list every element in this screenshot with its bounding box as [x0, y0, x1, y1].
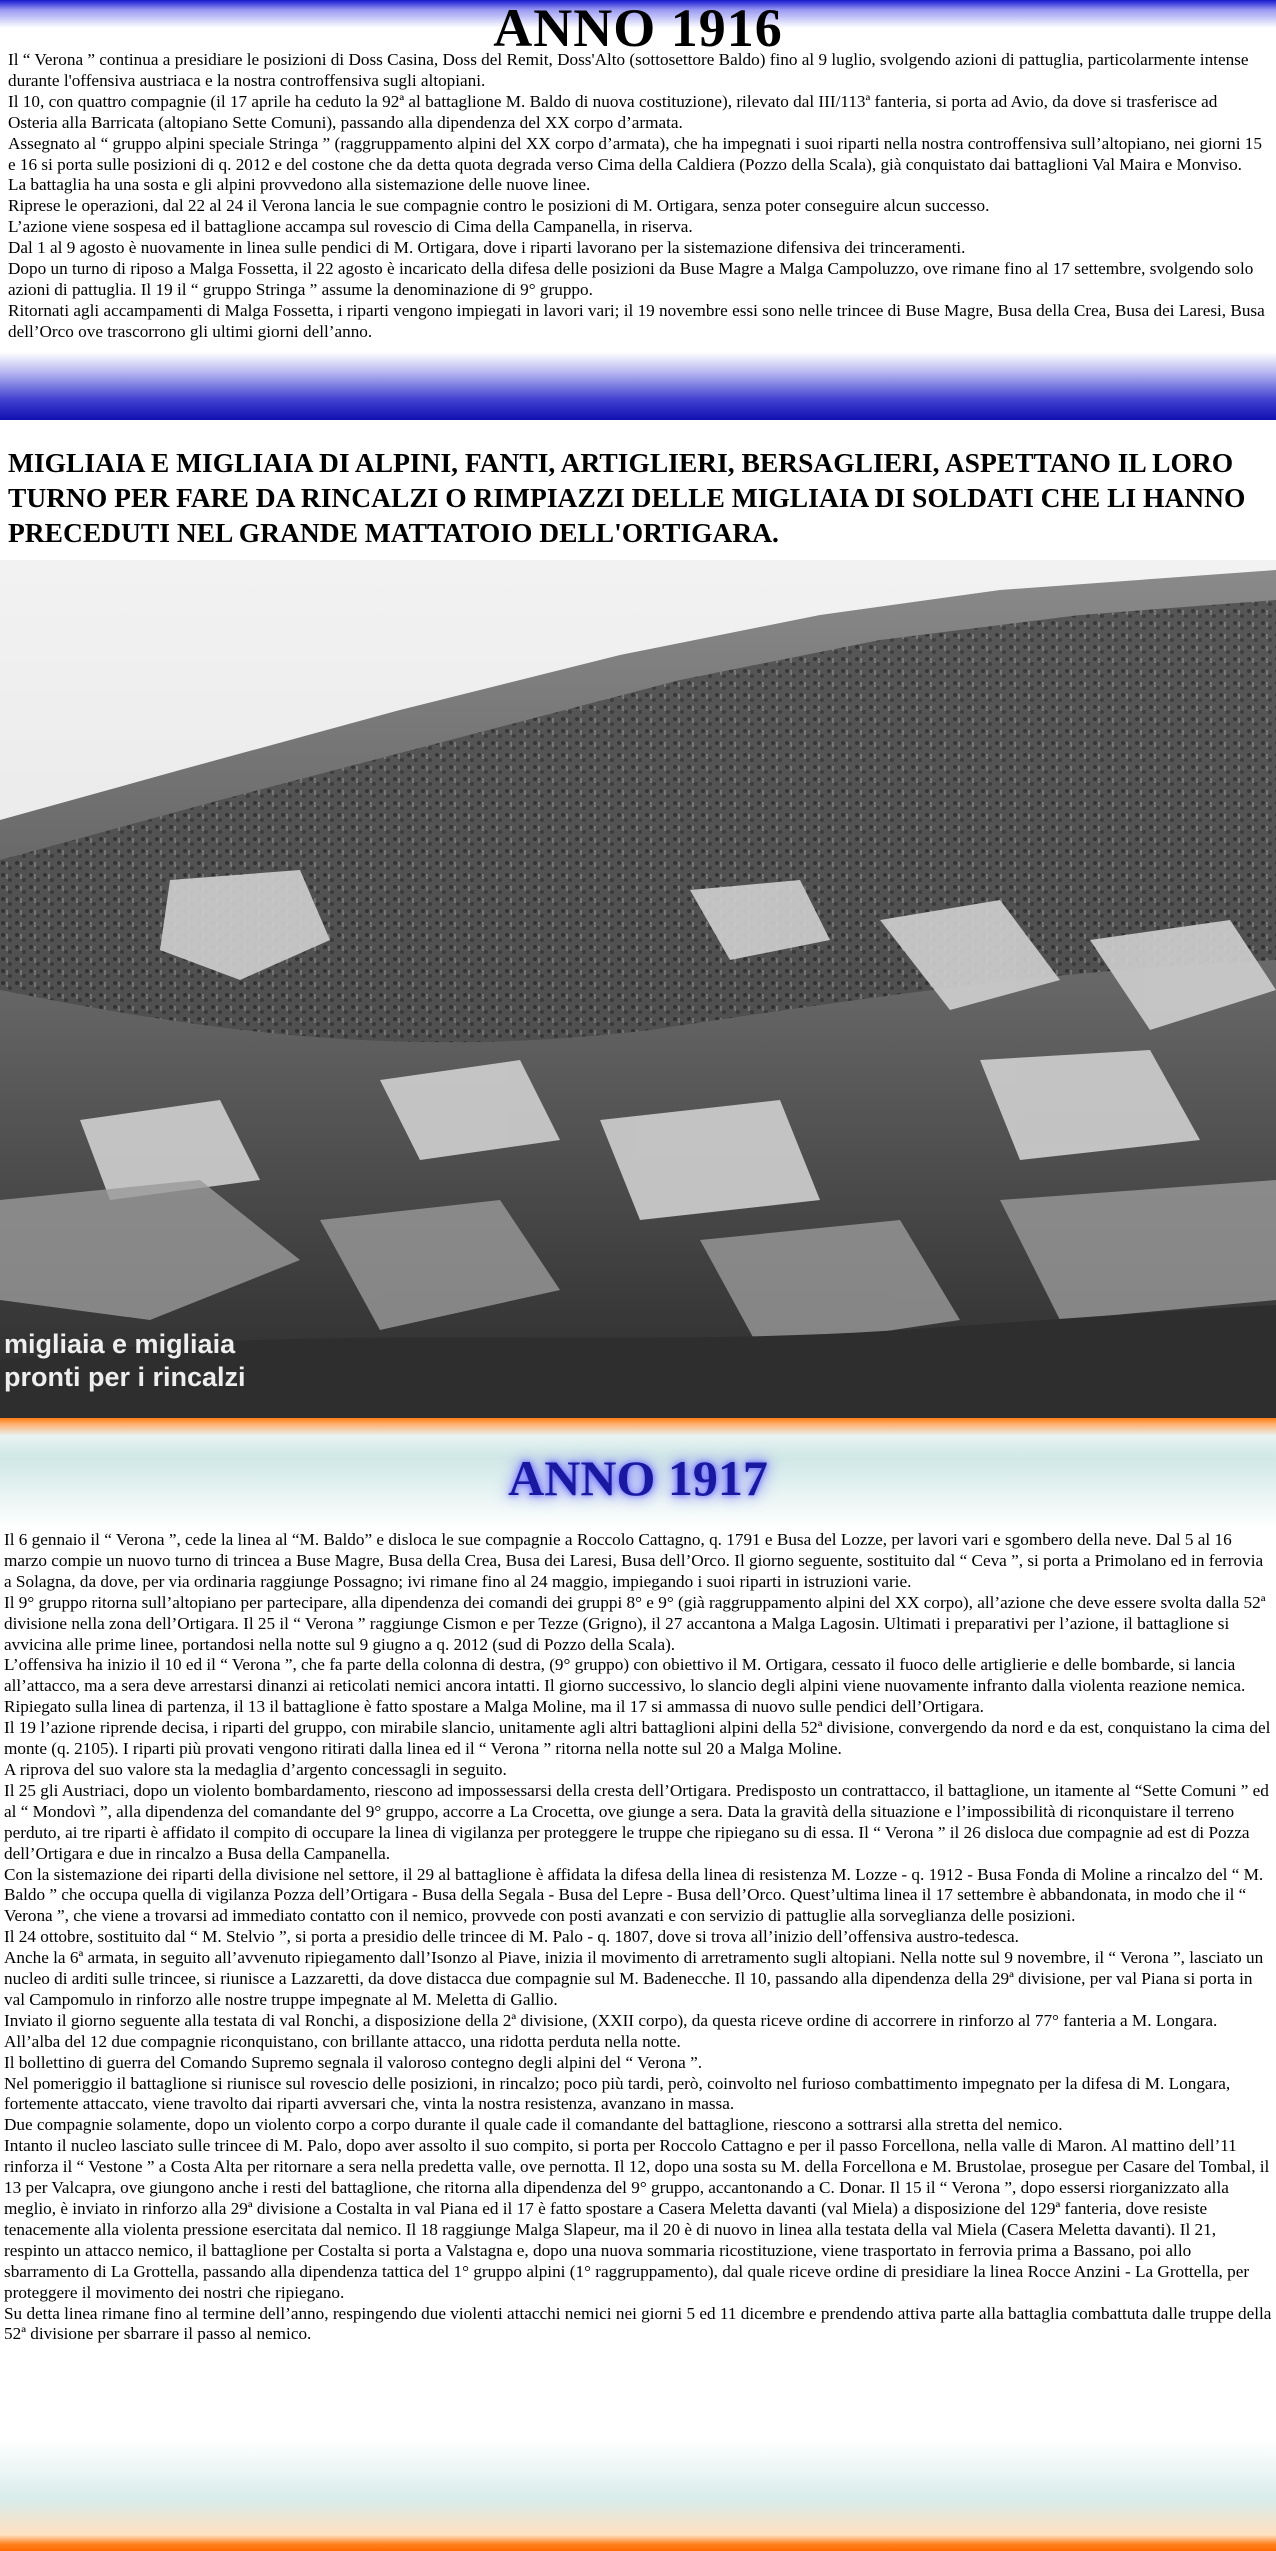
paragraph: Dal 1 al 9 agosto è nuovamente in linea sulle pendici di M. Ortigara, dove i riparti lavorano per la sistemazione difensiva dei trinceramenti. — [8, 238, 966, 258]
photo-caption-line: migliaia e migliaia — [4, 1329, 236, 1359]
section-title-1916: ANNO 1916 — [493, 0, 783, 58]
paragraph: Ritornati agli accampamenti di Malga Fossetta, i riparti vengono impiegati in lavori vari; il 19 novembre essi sono nelle trincee di Buse Magre, Busa della Crea, Busa dei Laresi, Busa dell’Orco ove trascorrono gli ultimi giorni dell’anno. — [8, 300, 1265, 341]
paragraph: Il 9° gruppo ritorna sull’altopiano per partecipare, alla dipendenza dei comandi dei gruppi 8° e 9° (già raggruppamento alpini del XX corpo), all’azione che deve essere svolta dalla 52ª divisione nella zona dell’Ortigara. Il 25 il “ Verona ” raggiunge Cismon e per Tezze (Grigno), il 27 accantona a Malga Lagosin. Ultimati i preparativi per l’azione, il battaglione si avvicina alle prime linee, portandosi nella notte sul 9 giugno a q. 2012 (sud di Pozzo della Scala). — [4, 1592, 1266, 1654]
paragraph: Riprese le operazioni, dal 22 al 24 il Verona lancia le sue compagnie contro le posizioni di M. Ortigara, senza poter conseguire alcun successo. — [8, 196, 990, 216]
historical-photo — [0, 560, 1276, 1418]
paragraph: L’offensiva ha inizio il 10 ed il “ Verona ”, che fa parte della colonna di destra, (9° gruppo) con obiettivo il M. Ortigara, cessato il fuoco delle artiglierie e delle bombarde, si lancia all’attacco, ma a sera deve arrestarsi dinanzi ai reticolati nemici ancora intatti. Il giorno successivo, lo slancio degli alpini viene nuovamente infranto dalla violenta reazione nemica. Ripiegato sulla linea di partenza, il 13 il battaglione è fatto spostare a Malga Moline, ma il 17 si ammassa di nuovo sulle pendici dell’Ortigara. — [4, 1655, 1246, 1717]
paragraph: La battaglia ha una sosta e gli alpini provvedono alla sistemazione delle nuove linee. — [8, 175, 591, 195]
paragraph: Su detta linea rimane fino al termine dell’anno, respingendo due violenti attacchi nemici nei giorni 5 ed 11 dicembre e prendendo attiva parte alla battaglia combattuta dalle truppe della 52ª divisione per sbarrare il passo al nemico. — [4, 2303, 1272, 2344]
banner-headline: MIGLIAIA E MIGLIAIA DI ALPINI, FANTI, ARTIGLIERI, BERSAGLIERI, ASPETTANO IL LORO TURNO PER FARE DA RINCALZI O RIMPIAZZI DELLE MIGLIAIA DI SOLDATI CHE LI HANNO PRECEDUTI NEL GRANDE MATTATOIO DELL'ORTIGARA. — [8, 447, 1246, 548]
paragraph: Il 6 gennaio il “ Verona ”, cede la linea al “M. Baldo” e disloca le sue compagnie a Roccolo Cattagno, q. 1791 e Busa del Lozze, per lavori vari e sgombero della neve. Dal 5 al 16 marzo compie un nuovo turno di trincea a Buse Magre, Busa della Crea, Busa dei Laresi, Busa dell’Orco. Il giorno seguente, sostituito dal “ Ceva ”, si porta a Primolano ed in ferrovia a Solagna, da dove, per via ordinaria raggiunge Possagno; ivi rimane fino al 24 maggio, impiegando i suoi riparti in istruzioni varie. — [4, 1530, 1264, 1591]
paragraph: Il 10, con quattro compagnie (il 17 aprile ha ceduto la 92ª al battaglione M. Baldo di nuova costituzione), rilevato dal III/113ª fanteria, si porta ad Avio, da dove si trasferisce ad Osteria alla Barricata (altopiano Sette Comuni), passando alla dipendenza del XX corpo d’armata. — [8, 91, 1218, 132]
paragraph: Dopo un turno di riposo a Malga Fossetta, il 22 agosto è incaricato della difesa delle posizioni da Buse Magre a Malga Campoluzzo, ove rimane fino al 17 settembre, svolgendo solo azioni di pattuglia. Il 19 il “ gruppo Stringa ” assume la denominazione di 9° gruppo. — [8, 259, 1254, 299]
section-text-1917 — [4, 1530, 1272, 2345]
photo-illustration — [0, 560, 1276, 1418]
paragraph: A riprova del suo valore sta la medaglia d’argento concessagli in seguito. — [4, 1759, 507, 1779]
paragraph: Il 19 l’azione riprende decisa, i riparti del gruppo, con mirabile slancio, unitamente agli altri battaglioni alpini della 52ª divisione, convergendo da nord e da est, conquistano la cima del monte (q. 2105). I riparti più provati vengono ritirati dalla linea ed il “ Verona ” ritorna nella notte sul 20 a Malga Moline. — [4, 1718, 1271, 1759]
photo-caption — [4, 1328, 246, 1394]
paragraph: Il 25 gli Austriaci, dopo un violento bombardamento, riescono ad impossessarsi della cresta dell’Ortigara. Predisposto un contrattacco, il battaglione, un itamente al “Sette Comuni ” ed al “ Mondovì ”, alla dipendenza del comandante del 9° gruppo, accorre a La Crocetta, ove giunge a sera. Data la gravità della situazione e l’impossibilità di riconquistare il terreno perduto, ai tre riparti è affidato il compito di occupare la linea di vigilanza per proteggere le truppe che ripiegano su di essa. Il “ Verona ” il 26 disloca due compagnie ad est di Pozza dell’Ortigara e due in rincalzo a Busa della Campanella. — [4, 1780, 1269, 1863]
paragraph: Inviato il giorno seguente alla testata di val Ronchi, a disposizione della 2ª divisione, (XXII corpo), da questa riceve ordine di accorrere in rinforzo al 77° fanteria a M. Longara. All’alba del 12 due compagnie riconquistano, con brillante attacco, una ridotta perduta nella notte. — [4, 2010, 1218, 2051]
paragraph: Il 24 ottobre, sostituito dal “ M. Stelvio ”, si porta a presidio delle trincee di M. Palo - q. 1807, dove si trova all’inizio dell’offensiva austro-tedesca. — [4, 1927, 1019, 1947]
paragraph: Il “ Verona ” continua a presidiare le posizioni di Doss Casina, Doss del Remit, Doss'Alto (sottosettore Baldo) fino al 9 luglio, svolgendo azioni di pattuglia, particolarmente intense durante l'offensiva austriaca e la nostra controffensiva sugli altopiani. — [8, 50, 1249, 90]
paragraph: Assegnato al “ gruppo alpini speciale Stringa ” (raggruppamento alpini del XX corpo d’armata), che ha impegnati i suoi riparti nella nostra controffensiva sull’altopiano, nei giorni 15 e 16 si porta sulle posizioni di q. 2012 e del costone che da detta quota degrada verso Cima della Caldiera (Pozzo della Scala), già conquistato dai battaglioni Val Maira e Monviso. — [8, 133, 1262, 174]
paragraph: Anche la 6ª armata, in seguito all’avvenuto ripiegamento dall’Isonzo al Piave, inizia il movimento di arretramento sugli altopiani. Nella notte sul 9 novembre, il “ Verona ”, lasciato un nucleo di arditi sulle trincee, si riunisce a Lazzaretti, da dove distacca due compagnie sul M. Badenecche. Il 10, passando alla dipendenza della 29ª divisione, per val Piana si porta in val Campomulo in rinforzo alle nostre truppe impegnate al M. Meletta di Gallio. — [4, 1948, 1264, 2009]
paragraph: Con la sistemazione dei riparti della divisione nel settore, il 29 al battaglione è affidata la difesa della linea di resistenza M. Lozze - q. 1912 - Busa Fonda di Moline a rincalzo del “ M. Baldo ” che occupa quella di vigilanza Pozza dell’Ortigara - Busa della Segala - Busa del Lepre - Busa dell’Orco. Quest’ultima linea il 17 settembre è abbandonata, in modo che il “ Verona ”, che viene a trovarsi ad immediato contatto con il nemico, provvede con posti avanzati e con servizio di pattuglie alla sorveglianza delle posizioni. — [4, 1864, 1264, 1926]
footer-band — [0, 2440, 1276, 2551]
paragraph: Intanto il nucleo lasciato sulle trincee di M. Palo, dopo aver assolto il suo compito, si porta per Roccolo Cattagno e per il passo Forcellona, nella valle di Maron. Al mattino dell’11 rinforza il “ Vestone ” a Costa Alta per ritornare a sera nella predetta valle, ove pernotta. Il 12, dopo una sosta su M. della Forcellona e M. Brustolae, prosegue per Casare del Tombal, il 13 per Valcapra, ove giungono anche i resti del battaglione, che ritorna alla dipendenza del 9° gruppo, accantonando a C. Donar. Il 15 il “ Verona ”, dopo essersi riorganizzato alla meglio, è inviato in rinforzo alla 29ª divisione a Costalta in val Piana ed il 17 è fatto spostare a Casera Meletta davanti (val Miela) a disposizione del 129ª fanteria, dove resiste tenacemente alla violenta pressione esercitata dal nemico. Il 18 raggiunge Malga Slapeur, ma il 20 è di nuovo in linea alla testata della val Miela (Casera Meletta davanti). Il 21, respinto un attacco nemico, il battaglione per Costalta si porta a Valstagna e, dopo una nuova sommaria ricostituzione, viene trasportato in ferrovia prima a Bassano, poi allo sbarramento di La Grottella, passando alla dipendenza tattica del 1° gruppo alpini (1° raggruppamento), dal quale riceve ordine di presidiare la linea Rocce Anzini - La Grottella, per proteggere il movimento dei nostri che ripiegano. — [4, 2136, 1270, 2302]
paragraph: Il bollettino di guerra del Comando Supremo segnala il valoroso contegno degli alpini del “ Verona ”. — [4, 2052, 702, 2072]
paragraph: L’azione viene sospesa ed il battaglione accampa sul rovescio di Cima della Campanella, in riserva. — [8, 217, 693, 237]
paragraph: Nel pomeriggio il battaglione si riunisce sul rovescio delle posizioni, in rincalzo; poco più tardi, però, coinvolto nel furioso combattimento impegnato per la difesa di M. Longara, fortemente attaccato, viene travolto dai riparti avversari che, vinta la nostra resistenza, avanzano in massa. — [4, 2073, 1231, 2114]
section-title-1917: ANNO 1917 — [508, 1450, 768, 1506]
section-text-1916 — [8, 50, 1270, 343]
photo-caption-line: pronti per i rincalzi — [4, 1362, 246, 1392]
paragraph: Due compagnie solamente, dopo un violento corpo a corpo durante il quale cade il comandante del battaglione, riescono a sottrarsi alla stretta del nemico. — [4, 2115, 1063, 2135]
